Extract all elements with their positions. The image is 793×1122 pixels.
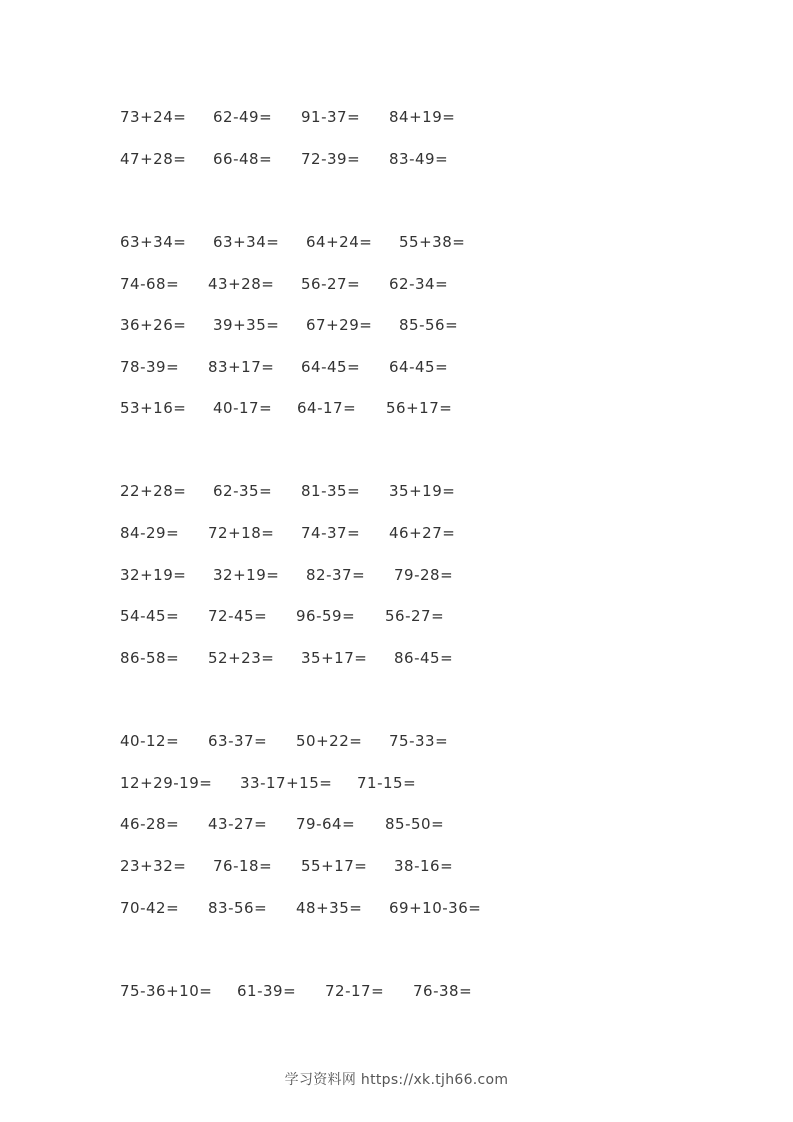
problem: 43+28= — [208, 275, 275, 293]
problem: 75-36+10= — [120, 982, 213, 1000]
problem: 54-45= — [120, 607, 180, 625]
problem: 52+23= — [208, 649, 275, 667]
problem: 74-37= — [301, 524, 361, 542]
problem: 33-17+15= — [240, 774, 333, 792]
problem: 32+19= — [213, 566, 280, 584]
problem: 35+17= — [301, 649, 368, 667]
problem: 79-28= — [394, 566, 454, 584]
problem: 66-48= — [213, 150, 273, 168]
problem: 81-35= — [301, 482, 361, 500]
problem: 69+10-36= — [389, 899, 482, 917]
problem: 32+19= — [120, 566, 187, 584]
problem: 73+24= — [120, 108, 187, 126]
problem: 61-39= — [237, 982, 297, 1000]
problem: 43-27= — [208, 815, 268, 833]
problem: 62-35= — [213, 482, 273, 500]
problem: 86-58= — [120, 649, 180, 667]
problem: 12+29-19= — [120, 774, 213, 792]
problem: 74-68= — [120, 275, 180, 293]
problem: 83-49= — [389, 150, 449, 168]
problem: 40-12= — [120, 732, 180, 750]
problem: 46-28= — [120, 815, 180, 833]
problem: 53+16= — [120, 399, 187, 417]
problem: 56+17= — [386, 399, 453, 417]
problem: 86-45= — [394, 649, 454, 667]
problem: 85-50= — [385, 815, 445, 833]
problem: 62-34= — [389, 275, 449, 293]
problem: 78-39= — [120, 358, 180, 376]
problem: 64+24= — [306, 233, 373, 251]
problem: 79-64= — [296, 815, 356, 833]
problem: 72-17= — [325, 982, 385, 1000]
problem: 75-33= — [389, 732, 449, 750]
problem: 40-17= — [213, 399, 273, 417]
problem: 46+27= — [389, 524, 456, 542]
problem: 35+19= — [389, 482, 456, 500]
problem: 76-38= — [413, 982, 473, 1000]
problem: 72+18= — [208, 524, 275, 542]
problem: 56-27= — [301, 275, 361, 293]
problem: 48+35= — [296, 899, 363, 917]
problem: 38-16= — [394, 857, 454, 875]
problem: 64-45= — [389, 358, 449, 376]
problem: 85-56= — [399, 316, 459, 334]
problem: 50+22= — [296, 732, 363, 750]
problem: 82-37= — [306, 566, 366, 584]
problem: 83+17= — [208, 358, 275, 376]
problem: 91-37= — [301, 108, 361, 126]
problem: 71-15= — [357, 774, 417, 792]
footer-watermark: 学习资料网 https://xk.tjh66.com — [284, 1072, 509, 1088]
problem: 56-27= — [385, 607, 445, 625]
problem: 63+34= — [120, 233, 187, 251]
problem: 76-18= — [213, 857, 273, 875]
problem: 64-45= — [301, 358, 361, 376]
problem: 72-45= — [208, 607, 268, 625]
problem: 72-39= — [301, 150, 361, 168]
problem: 39+35= — [213, 316, 280, 334]
problem: 36+26= — [120, 316, 187, 334]
problem: 96-59= — [296, 607, 356, 625]
problem: 67+29= — [306, 316, 373, 334]
problem: 55+38= — [399, 233, 466, 251]
problem: 84-29= — [120, 524, 180, 542]
problem: 22+28= — [120, 482, 187, 500]
problem: 64-17= — [297, 399, 357, 417]
problem: 83-56= — [208, 899, 268, 917]
problem: 63-37= — [208, 732, 268, 750]
problem: 62-49= — [213, 108, 273, 126]
problem: 23+32= — [120, 857, 187, 875]
problem: 63+34= — [213, 233, 280, 251]
problem: 55+17= — [301, 857, 368, 875]
problem: 84+19= — [389, 108, 456, 126]
problem: 47+28= — [120, 150, 187, 168]
problem: 70-42= — [120, 899, 180, 917]
